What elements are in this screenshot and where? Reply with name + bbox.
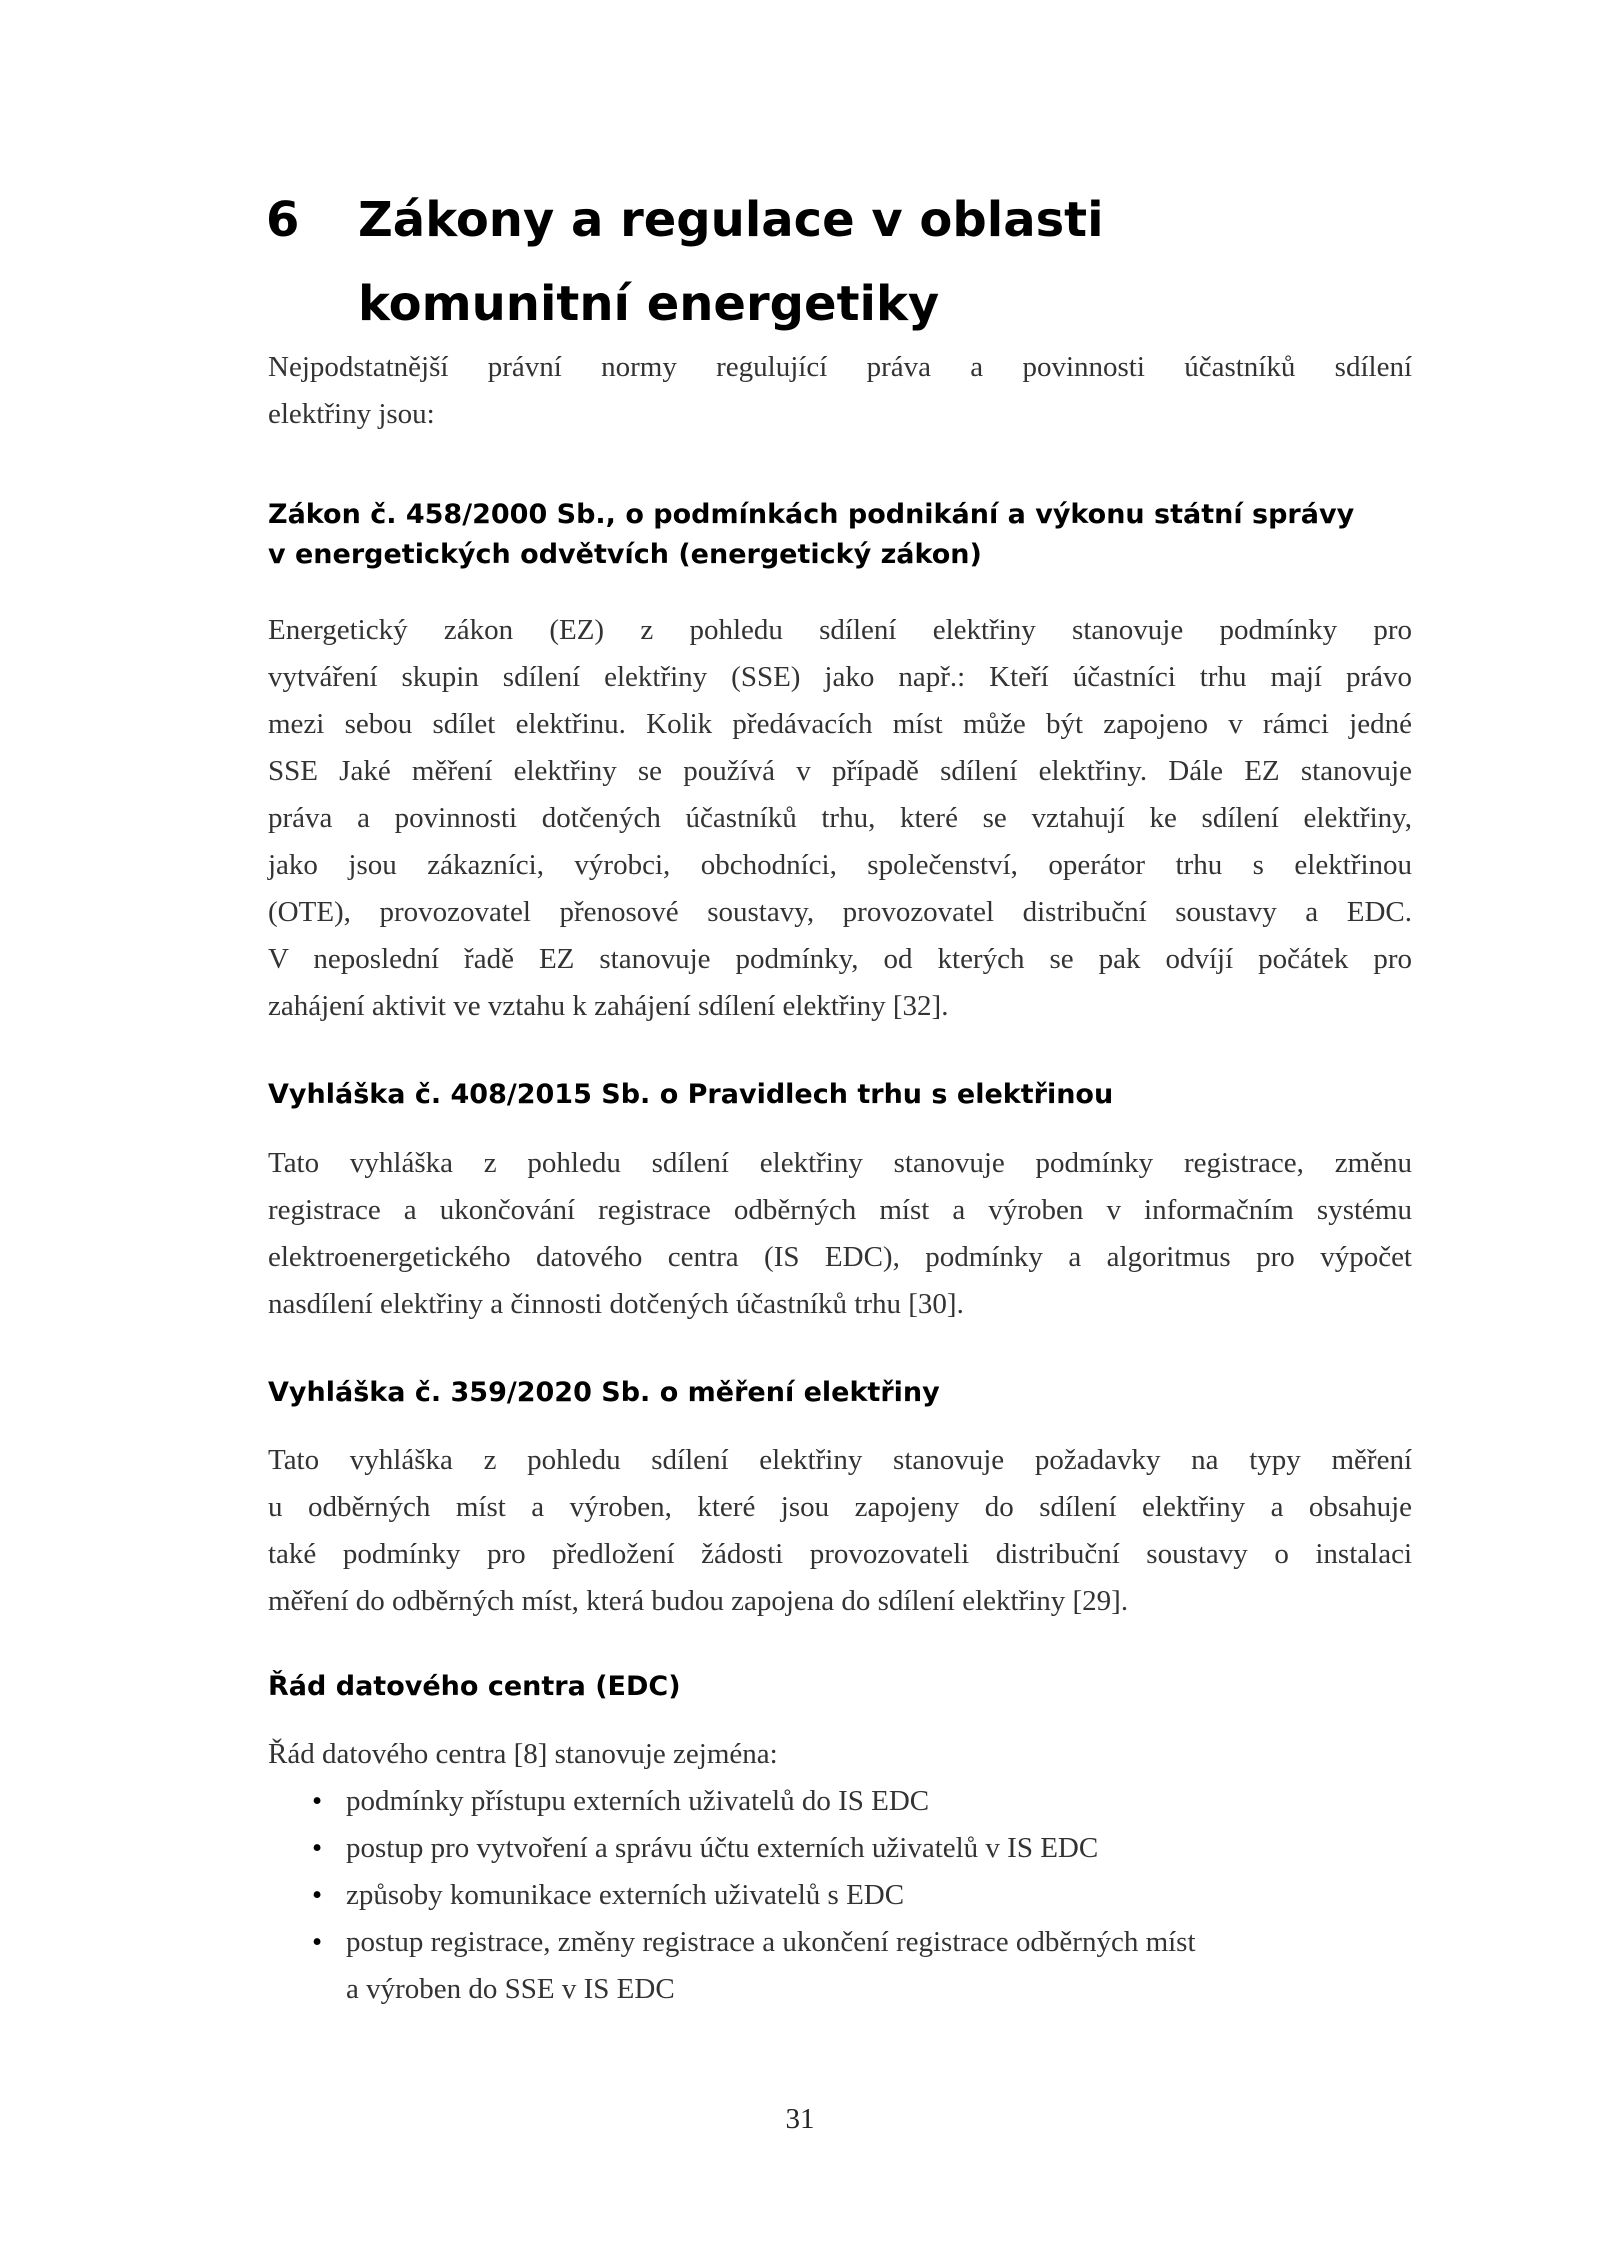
intro-paragraph [268,344,1412,438]
heading-line: Řád datového centra (EDC) [268,1671,681,1702]
bullet-icon: • [312,1785,323,1817]
heading-line: Zákon č. 458/2000 Sb., o podmínkách podnikání a výkonu státní správy [268,499,1355,530]
page-number: 31 [785,2103,815,2135]
text-line: Energetický zákon (EZ) z pohledu sdílení elektřiny stanovuje podmínky pro [268,614,1412,646]
section-body-decree-359 [268,1437,1412,1625]
text-line: elektřiny jsou: [268,398,435,430]
bullet-icon: • [312,1832,323,1864]
text-line: mezi sebou sdílet elektřinu. Kolik předávacích míst může být zapojeno v rámci jedné [268,708,1412,740]
text-line: registrace a ukončování registrace odběrných míst a výroben v informačním systému [268,1194,1412,1226]
list-item-text: postup pro vytvoření a správu účtu externích uživatelů v IS EDC [346,1832,1099,1864]
list-item-text: postup registrace, změny registrace a ukončení registrace odběrných míst [346,1926,1196,1958]
section-heading-edc-rules [268,1667,1412,1707]
text-line: Tato vyhláška z pohledu sdílení elektřiny stanovuje požadavky na typy měření [268,1444,1412,1476]
section-heading-decree-359 [268,1373,1412,1413]
chapter-title-line: komunitní energetiky [358,276,940,332]
bullet-icon: • [312,1926,323,1958]
text-line: u odběrných míst a výroben, které jsou zapojeny do sdílení elektřiny a obsahuje [268,1491,1412,1523]
text-line: nasdílení elektřiny a činnosti dotčených účastníků trhu [30]. [268,1288,964,1320]
list-item [268,1919,1412,2013]
list-item [268,1872,1412,1919]
text-line: SSE Jaké měření elektřiny se používá v případě sdílení elektřiny. Dále EZ stanovuje [268,755,1412,787]
text-line: Nejpodstatnější právní normy regulující práva a povinnosti účastníků sdílení [268,351,1412,383]
text-line: jako jsou zákazníci, výrobci, obchodníci, společenství, operátor trhu s elektřinou [268,849,1412,881]
heading-line: Vyhláška č. 408/2015 Sb. o Pravidlech trhu s elektřinou [268,1079,1114,1110]
chapter-number: 6 [266,192,300,248]
list-item [268,1825,1412,1872]
text-line: Tato vyhláška z pohledu sdílení elektřiny stanovuje podmínky registrace, změnu [268,1147,1412,1179]
edc-rules-list [268,1778,1412,2013]
text-line: V neposlední řadě EZ stanovuje podmínky, od kterých se pak odvíjí počátek pro [268,943,1412,975]
list-item-text: a výroben do SSE v IS EDC [346,1973,675,2005]
text-line: zahájení aktivit ve vztahu k zahájení sdílení elektřiny [32]. [268,990,949,1022]
section-heading-decree-408 [268,1075,1412,1115]
text-line: (OTE), provozovatel přenosové soustavy, provozovatel distribuční soustavy a EDC. [268,896,1412,928]
chapter-title [358,178,1358,346]
text-line: Řád datového centra [8] stanovuje zejména: [268,1738,778,1770]
text-line: práva a povinnosti dotčených účastníků trhu, které se vztahují ke sdílení elektřiny, [268,802,1412,834]
list-item-text: podmínky přístupu externích uživatelů do IS EDC [346,1785,930,1817]
heading-line: Vyhláška č. 359/2020 Sb. o měření elektřiny [268,1377,940,1408]
text-line: vytváření skupin sdílení elektřiny (SSE) jako např.: Kteří účastníci trhu mají právo [268,661,1412,693]
text-line: elektroenergetického datového centra (IS EDC), podmínky a algoritmus pro výpočet [268,1241,1412,1273]
list-item [268,1778,1412,1825]
bullet-icon: • [312,1879,323,1911]
section-heading-energy-act [268,495,1412,575]
chapter-title-line: Zákony a regulace v oblasti [358,192,1104,248]
text-line: také podmínky pro předložení žádosti provozovateli distribuční soustavy o instalaci [268,1538,1412,1570]
section-body-energy-act [268,607,1412,1030]
section-body-decree-408 [268,1140,1412,1328]
list-item-text: způsoby komunikace externích uživatelů s EDC [346,1879,905,1911]
heading-line: v energetických odvětvích (energetický zákon) [268,539,982,570]
text-line: měření do odběrných míst, která budou zapojena do sdílení elektřiny [29]. [268,1585,1129,1617]
section-body-edc-rules [268,1731,1412,1778]
